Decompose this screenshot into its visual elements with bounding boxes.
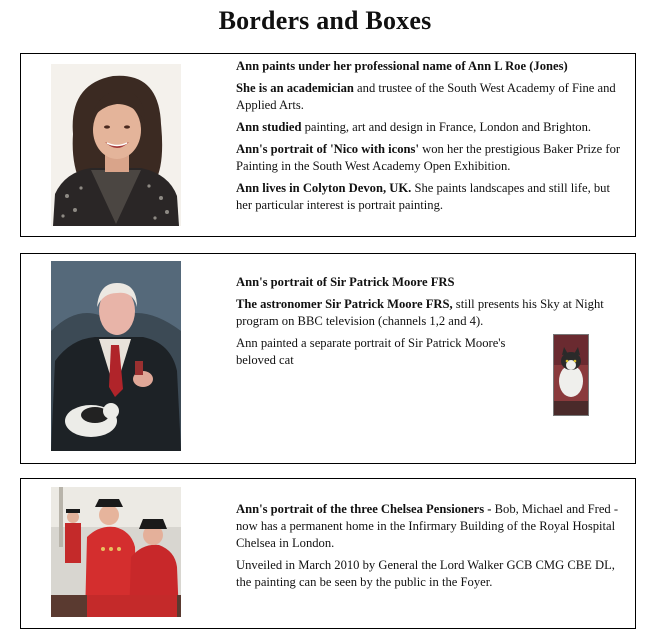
chelsea-pensioners-box: [20, 478, 636, 629]
body-text: still presents his Sky at Night program on BBC television (channels 1,2 and 4).: [236, 297, 604, 328]
body-text: Bob, Michael and Fred - now has a permanent home in the Infirmary Building of the Royal Hospital Chelsea in London.: [236, 502, 619, 550]
bio-text: [236, 58, 626, 219]
body-text: Unveiled in March 2010 by General the Lord Walker GCB CMG CBE DL, the painting can be seen by the public in the Foyer.: [236, 558, 615, 589]
chelsea-pensioners-text: [236, 501, 626, 596]
cat-portrait-thumbnail: [553, 334, 589, 416]
bold-text: Ann paints under her professional name of Ann L Roe (Jones): [236, 59, 568, 73]
body-text: won her the prestigious Baker Prize for Painting in the South West Academy Open Exhibition.: [236, 142, 621, 173]
chelsea-paragraph-2: [236, 557, 626, 591]
bold-text: Ann's portrait of the three Chelsea Pensioners -: [236, 502, 492, 516]
ann-portrait-image: [51, 64, 181, 226]
chelsea-pensioners-image: [51, 487, 181, 617]
bio-paragraph-3: [236, 119, 626, 136]
bold-text: Ann's portrait of Sir Patrick Moore FRS: [236, 275, 455, 289]
patrick-paragraph-3: [236, 335, 541, 369]
patrick-paragraph-1: [236, 274, 626, 291]
patrick-moore-box: [20, 253, 636, 464]
patrick-moore-image: [51, 261, 181, 451]
body-text: Ann painted a separate portrait of Sir Patrick Moore's beloved cat: [236, 336, 506, 367]
bio-paragraph-2: [236, 80, 626, 114]
bold-text: She is an academician: [236, 81, 354, 95]
body-text: painting, art and design in France, London and Brighton.: [301, 120, 592, 134]
patrick-moore-portrait: [51, 261, 181, 451]
bio-paragraph-5: [236, 180, 626, 214]
body-text: and trustee of the South West Academy of Fine and Applied Arts.: [236, 81, 616, 112]
patrick-paragraph-2: [236, 296, 626, 330]
chelsea-paragraph-1: [236, 501, 626, 552]
body-text: She paints landscapes and still life, but her particular interest is portrait painting.: [236, 181, 610, 212]
bold-text: Ann lives in Colyton Devon, UK.: [236, 181, 412, 195]
cat-portrait-image: [554, 335, 588, 415]
bio-paragraph-4: [236, 141, 626, 175]
bold-text: The astronomer Sir Patrick Moore FRS,: [236, 297, 453, 311]
bold-text: Ann studied: [236, 120, 302, 134]
bold-text: Ann's portrait of 'Nico with icons': [236, 142, 419, 156]
ann-portrait-photo: [51, 64, 181, 226]
bio-paragraph-1: [236, 58, 626, 75]
page-title: Borders and Boxes: [218, 6, 432, 35]
bio-box: [20, 53, 636, 237]
chelsea-pensioners-portrait: [51, 487, 181, 617]
